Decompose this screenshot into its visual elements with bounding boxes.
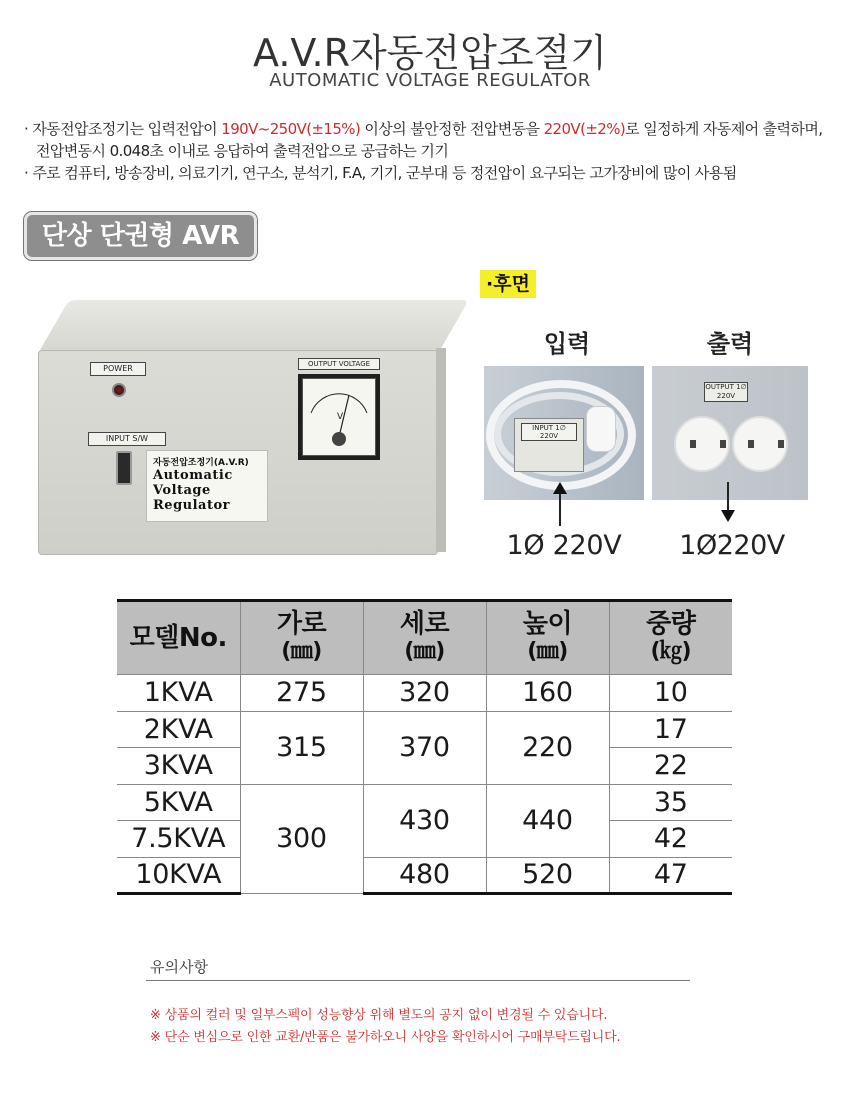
model-cell: 5KVA — [117, 784, 240, 821]
model-cell: 7.5KVA — [117, 821, 240, 858]
notice-divider — [146, 980, 690, 981]
height-cell: 160 — [486, 675, 609, 712]
width-cell: 315 — [240, 711, 363, 784]
depth-cell: 480 — [363, 857, 486, 894]
header-weight: 중량 (㎏) — [609, 601, 732, 675]
product-front-photo — [28, 300, 448, 560]
header-model: 모델No. — [117, 601, 240, 675]
depth-cell: 320 — [363, 675, 486, 712]
socket-icon — [674, 416, 730, 472]
nameplate: 자동전압조정기(A.V.R) Automatic Voltage Regulator — [146, 450, 268, 522]
table-row — [117, 711, 732, 748]
weight-cell: 17 — [609, 711, 732, 748]
page-subtitle: AUTOMATIC VOLTAGE REGULATOR — [269, 70, 591, 91]
height-cell: 520 — [486, 857, 609, 894]
page-title: A.V.R자동전압조절기 — [253, 31, 607, 75]
model-cell: 3KVA — [117, 748, 240, 785]
rocker-switch-icon — [116, 451, 132, 485]
height-cell: 440 — [486, 784, 609, 857]
arrow-up-icon — [559, 490, 561, 526]
spec-table — [117, 599, 732, 895]
notice-line-1: ※ 상품의 컬러 및 일부스펙이 성능향상 위해 별도의 공지 없이 변경될 수 있습니다. — [150, 1008, 608, 1023]
plug-icon — [586, 406, 616, 452]
description-line-1: · 자동전압조정기는 입력전압이 190V~250V(±15%) 이상의 불안정한 전압변동을 220V(±2%)로 일정하게 자동제어 출력하며, — [24, 120, 823, 138]
output-plate-label: OUTPUT 1∅ 220V — [705, 383, 747, 400]
svg-text:V: V — [337, 412, 344, 422]
model-cell: 1KVA — [117, 675, 240, 712]
notice-line-2: ※ 단순 변심으로 인한 교환/반품은 불가하오니 사양을 확인하시어 구매부탁드립니다. — [150, 1030, 621, 1045]
output-photo — [652, 366, 808, 500]
table-header-row — [117, 601, 732, 675]
cabinet-top — [40, 300, 469, 350]
weight-cell: 22 — [609, 748, 732, 785]
voltmeter-icon — [298, 374, 380, 460]
height-cell: 220 — [486, 711, 609, 784]
notice-title: 유의사항 — [150, 958, 208, 976]
meter-dial-icon — [303, 379, 375, 455]
weight-cell: 47 — [609, 857, 732, 894]
rear-title: ·후면 — [480, 270, 536, 298]
depth-cell: 370 — [363, 711, 486, 784]
input-voltage: 1Ø 220V — [506, 530, 622, 561]
table-row — [117, 857, 732, 894]
cabinet-side — [436, 348, 446, 552]
weight-cell: 42 — [609, 821, 732, 858]
power-lamp-icon — [112, 383, 126, 397]
model-cell: 10KVA — [117, 857, 240, 894]
model-cell: 2KVA — [117, 711, 240, 748]
description-line-2: 전압변동시 0.048초 이내로 응답하여 출력전압으로 공급하는 기기 — [36, 142, 449, 160]
weight-cell: 35 — [609, 784, 732, 821]
width-cell: 275 — [240, 675, 363, 712]
input-photo — [484, 366, 644, 500]
output-label: 출력 — [706, 330, 754, 358]
output-voltage-range: 220V(±2%) — [543, 120, 626, 138]
input-plate-label: INPUT 1∅ 220V — [521, 423, 577, 441]
output-voltage: 1Ø220V — [679, 530, 785, 561]
input-voltage-range: 190V~250V(±15%) — [221, 120, 361, 138]
power-label: POWER — [90, 362, 146, 376]
socket-icon — [732, 416, 788, 472]
table-row — [117, 675, 732, 712]
product-type-badge: 단상 단권형 AVR — [24, 212, 257, 260]
width-cell: 300 — [240, 784, 363, 894]
arrow-down-icon — [727, 482, 729, 512]
product-description — [24, 118, 844, 184]
input-switch-label: INPUT S/W — [88, 432, 166, 446]
input-label: 입력 — [543, 330, 591, 358]
table-row — [117, 784, 732, 821]
header-width: 가로 (㎜) — [240, 601, 363, 675]
weight-cell: 10 — [609, 675, 732, 712]
description-line-3: · 주로 컴퓨터, 방송장비, 의료기기, 연구소, 분석기, F.A, 기기, 군부대 등 정전압이 요구되는 고가장비에 많이 사용됨 — [24, 164, 737, 182]
output-voltage-label: OUTPUT VOLTAGE — [298, 358, 380, 370]
depth-cell: 430 — [363, 784, 486, 857]
header-height: 높이 (㎜) — [486, 601, 609, 675]
header-depth: 세로 (㎜) — [363, 601, 486, 675]
